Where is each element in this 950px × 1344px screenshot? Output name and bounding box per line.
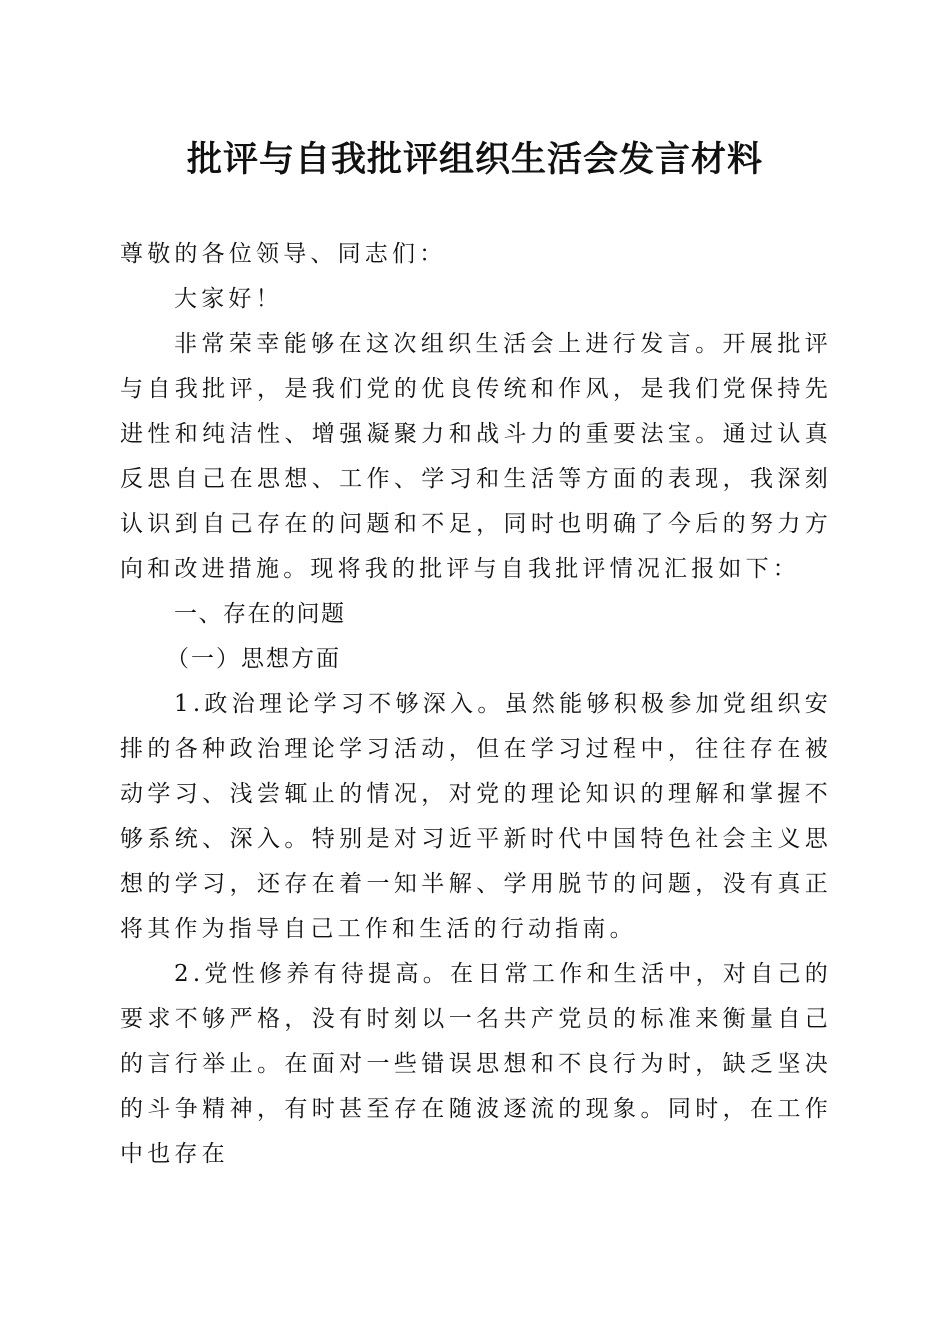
salutation: 尊敬的各位领导、同志们： (120, 241, 447, 267)
problem-item-1: 1.政治理论学习不够深入。虽然能够积极参加党组织安排的各种政治理论学习活动，但在学习过程中，往往存在被动学习、浅尝辄止的情况，对党的理论知识的理解和掌握不够系统、深入。特别是对习近平新时代中国特色社会主义思想的学习，还存在着一知半解、学用脱节的问题，没有真正将其作为指导自己工作和生活的行动指南。 (120, 691, 832, 942)
greeting: 大家好！ (174, 286, 283, 312)
intro-paragraph: 非常荣幸能够在这次组织生活会上进行发言。开展批评与自我批评，是我们党的优良传统和作风，是我们党保持先进性和纯洁性、增强凝聚力和战斗力的重要法宝。通过认真反思自己在思想、工作、学习和生活等方面的表现，我深刻认识到自己存在的问题和不足，同时也明确了今后的努力方向和改进措施。现将我的批评与自我批评情况汇报如下： (120, 331, 832, 582)
document-title: 批评与自我批评组织生活会发言材料 (186, 139, 763, 180)
section-heading-problems: 一、存在的问题 (174, 601, 346, 627)
subsection-heading-thought: （一）思想方面 (166, 646, 341, 672)
problem-item-2: 2.党性修养有待提高。在日常工作和生活中，对自己的要求不够严格，没有时刻以一名共产党员的标准来衡量自己的言行举止。在面对一些错误思想和不良行为时，缺乏坚决的斗争精神，有时甚至存在随波逐流的现象。同时，在工作中也存在 (120, 961, 832, 1167)
document-body (120, 232, 832, 1177)
